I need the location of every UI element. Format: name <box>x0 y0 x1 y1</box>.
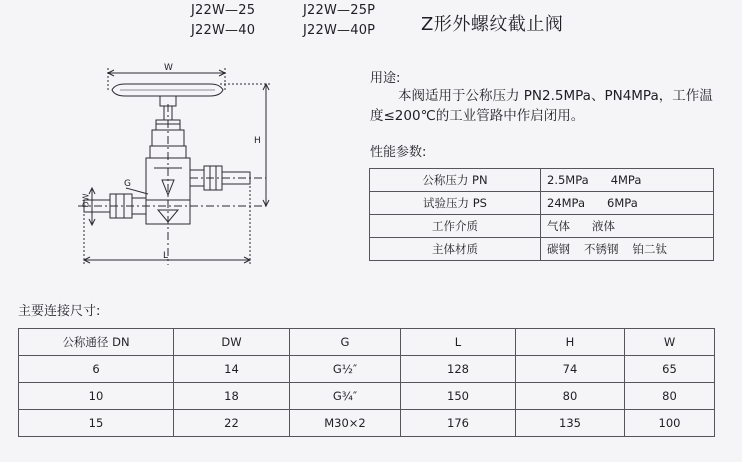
col-header-w: W <box>625 329 715 356</box>
table-header-row <box>19 329 715 356</box>
table-row <box>19 410 715 437</box>
usage-label: 用途: <box>370 71 401 86</box>
param-key: 工作介质 <box>370 215 541 238</box>
dim-label-g: G <box>124 179 131 189</box>
table-row <box>370 192 714 215</box>
col-header-dw: DW <box>174 329 290 356</box>
cell-w: 65 <box>625 356 715 383</box>
col-header-g: G <box>290 329 401 356</box>
usage-text-line2: 度≤200℃的工业管路中作启闭用。 <box>370 108 585 124</box>
cell-dn: 10 <box>19 383 174 410</box>
param-values: 碳钢 不锈钢 铂二钛 <box>541 238 714 261</box>
cell-w: 100 <box>625 410 715 437</box>
cell-g: G¾″ <box>290 383 401 410</box>
usage-text-line1: 本阀适用于公称压力 PN2.5MPa、PN4MPa，工作温 <box>398 88 713 104</box>
table-row <box>370 215 714 238</box>
table-row <box>370 169 714 192</box>
param-values: 24MPa 6MPa <box>541 192 714 215</box>
param-values: 气体 液体 <box>541 215 714 238</box>
cell-l: 176 <box>401 410 516 437</box>
dim-label-h: H <box>254 136 261 146</box>
performance-label: 性能参数: <box>370 145 427 160</box>
table-row <box>19 383 715 410</box>
cell-g: M30×2 <box>290 410 401 437</box>
col-header-l: L <box>401 329 516 356</box>
dim-label-l: L <box>163 251 169 261</box>
page-title: Z形外螺纹截止阀 <box>421 14 564 35</box>
dim-label-dw: DW <box>81 193 91 208</box>
table-row <box>370 238 714 261</box>
cell-h: 80 <box>516 383 625 410</box>
cell-g: G½″ <box>290 356 401 383</box>
dim-label-w: W <box>164 63 173 73</box>
table-row <box>19 356 715 383</box>
dimensions-label: 主要连接尺寸: <box>18 304 101 319</box>
cell-h: 135 <box>516 410 625 437</box>
dimensions-table <box>18 328 715 437</box>
model-j22w-25p: J22W—25P <box>303 3 376 18</box>
cell-dw: 18 <box>174 383 290 410</box>
cell-h: 74 <box>516 356 625 383</box>
cell-dn: 6 <box>19 356 174 383</box>
cell-l: 150 <box>401 383 516 410</box>
col-header-dn: 公称通径 DN <box>19 329 174 356</box>
param-key: 主体材质 <box>370 238 541 261</box>
param-key: 公称压力 PN <box>370 169 541 192</box>
cell-l: 128 <box>401 356 516 383</box>
performance-table <box>369 168 714 261</box>
model-j22w-25: J22W—25 <box>191 3 256 18</box>
model-j22w-40: J22W—40 <box>191 23 256 38</box>
model-j22w-40p: J22W—40P <box>303 23 376 38</box>
valve-drawing <box>70 60 290 280</box>
cell-dw: 14 <box>174 356 290 383</box>
param-values: 2.5MPa 4MPa <box>541 169 714 192</box>
cell-dn: 15 <box>19 410 174 437</box>
cell-dw: 22 <box>174 410 290 437</box>
param-key: 试验压力 PS <box>370 192 541 215</box>
cell-w: 80 <box>625 383 715 410</box>
col-header-h: H <box>516 329 625 356</box>
